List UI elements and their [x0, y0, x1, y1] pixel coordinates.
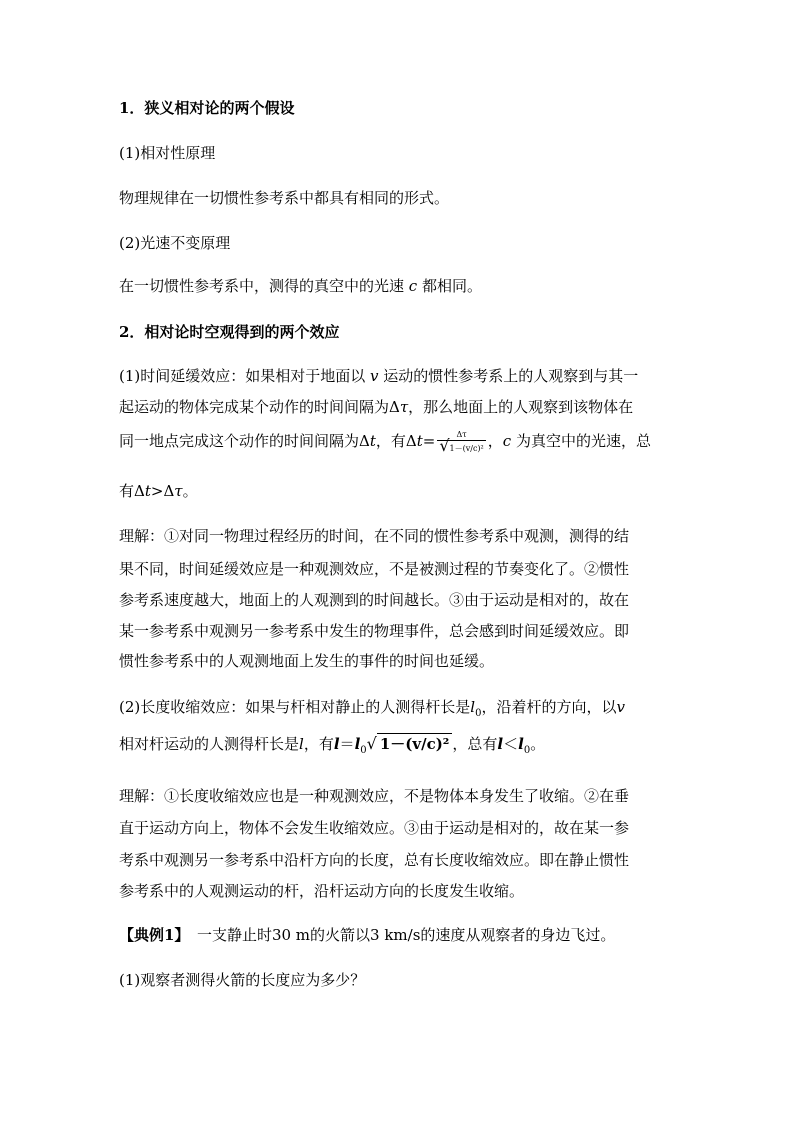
section1-heading: 1．狭义相对论的两个假设: [119, 99, 295, 117]
length-understanding-line: 直于运动方向上，物体不会发生收缩效应。③由于运动是相对的，故在某一参: [119, 819, 630, 837]
example-line: [119, 925, 615, 945]
var-l: l: [299, 735, 304, 753]
var-l: l: [470, 698, 476, 716]
text: 为真空中的光速，总: [515, 432, 651, 450]
time-dilation-line1: [119, 366, 638, 386]
text: 运动的惯性参考系上的人观察到与其一: [383, 367, 639, 385]
subscript: 0: [475, 708, 482, 719]
text: ，总有: [452, 735, 498, 753]
length-understanding-line: 考系中观测另一参考系中沿杆方向的长度，总有长度收缩效应。即在静止惯性: [119, 851, 630, 869]
text: ，有Δ: [375, 432, 417, 450]
subscript: 0: [523, 745, 531, 756]
var-tau: τ: [399, 398, 409, 416]
example-text: 一支静止时30 m的火箭以3 km/s的速度从观察者的身边飞过。: [181, 926, 616, 944]
text: 相对杆运动的人测得杆长是: [119, 735, 300, 753]
var-t: t: [369, 432, 376, 450]
time-dilation-fraction: [437, 430, 485, 454]
section2-heading: 2．相对论时空观得到的两个效应: [119, 323, 340, 341]
time-understanding-line: 参考系速度越大，地面上的人观测到的时间越长。③由于运动是相对的，故在: [119, 591, 630, 609]
var-l: l: [497, 735, 504, 753]
text: 有Δ: [119, 482, 145, 500]
var-c: c: [502, 432, 512, 450]
equals-sign: ＝: [339, 735, 355, 753]
example-question-1: (1)观察者测得火箭的长度应为多少？: [119, 971, 366, 989]
text: ，: [487, 432, 503, 450]
time-dilation-line4: [119, 481, 198, 501]
subscript: 0: [360, 745, 367, 756]
var-v: v: [370, 367, 379, 385]
radicand: 1－(v/c)²: [449, 444, 484, 453]
time-understanding-line: 果不同，时间延缓效应是一种观测效应，不是被测过程的节奏变化了。②惯性: [119, 560, 630, 578]
less-than-sign: ＜: [503, 735, 519, 753]
var-l: l: [518, 735, 524, 753]
radical-sign: √: [439, 436, 450, 455]
text: 。: [530, 735, 546, 753]
var-tau: τ: [174, 482, 183, 500]
text: 在一切惯性参考系中，测得的真空中的光速: [119, 277, 405, 295]
length-contraction-line1: [119, 697, 625, 724]
time-understanding-line: 某一参考系中观测另一参考系中发生的物理事件，总会感到时间延缓效应。即: [119, 622, 630, 640]
example-label: 【典例1】: [119, 926, 182, 944]
var-l: l: [354, 735, 361, 753]
text: (2)长度收缩效应：如果与杆相对静止的人测得杆长是: [119, 698, 471, 716]
var-t: t: [416, 432, 423, 450]
var-t: t: [144, 482, 151, 500]
principle2-title: (2)光速不变原理: [119, 234, 231, 252]
length-contraction-line2: [119, 733, 545, 761]
time-dilation-line2: [119, 397, 633, 417]
radical-sign: √: [366, 734, 377, 753]
time-dilation-line3: [119, 430, 651, 454]
length-understanding-line: 参考系中的人观测运动的杆，沿杆运动方向的长度发生收缩。: [119, 882, 525, 900]
text: (1)时间延缓效应：如果相对于地面以: [119, 367, 366, 385]
equals-sign: =: [422, 432, 436, 450]
radicand: 1－(v/c)²: [377, 733, 453, 754]
text: 都相同。: [421, 277, 482, 295]
text: 起运动的物体完成某个动作的时间间隔为Δ: [119, 398, 400, 416]
text: ，沿着杆的方向，以: [481, 698, 617, 716]
text: 。: [182, 482, 198, 500]
principle2-text: [119, 276, 482, 296]
text: >Δ: [150, 482, 175, 500]
time-understanding-line: 惯性参考系中的人观测地面上发生的事件的时间也延缓。: [119, 652, 495, 670]
text: ，有: [303, 735, 334, 753]
time-understanding-line: 理解：①对同一物理过程经历的时间，在不同的惯性参考系中观测，测得的结: [119, 527, 630, 545]
principle1-text: 物理规律在一切惯性参考系中都具有相同的形式。: [119, 189, 450, 207]
fraction-denominator: [437, 436, 485, 455]
var-v: v: [616, 698, 625, 716]
fraction-numerator: Δτ: [437, 430, 485, 441]
principle1-title: (1)相对性原理: [119, 144, 216, 162]
text: ，那么地面上的人观察到该物体在: [408, 398, 634, 416]
var-l: l: [333, 735, 340, 753]
var-c: c: [408, 277, 418, 295]
text: 同一地点完成这个动作的时间间隔为Δ: [119, 432, 370, 450]
length-understanding-line: 理解：①长度收缩效应也是一种观测效应，不是物体本身发生了收缩。②在垂: [119, 787, 630, 805]
